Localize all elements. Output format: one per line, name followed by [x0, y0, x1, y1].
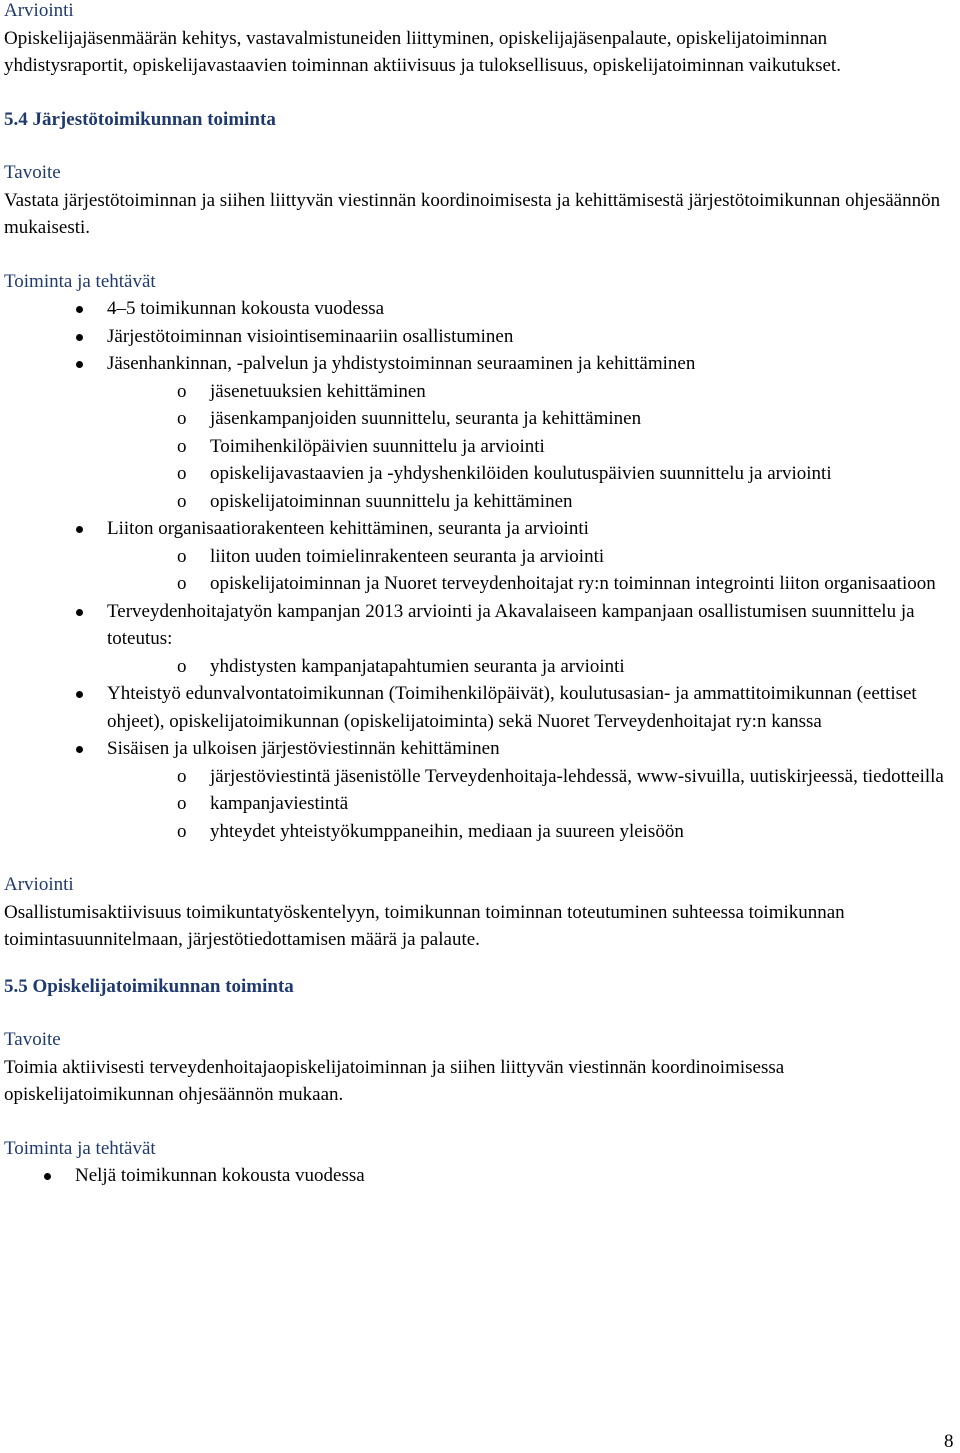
sub-list-item: o liiton uuden toimielinrakenteen seuranta ja arviointi: [4, 543, 944, 571]
list-item: Jäsenhankinnan, -palvelun ja yhdistystoiminnan seuraaminen ja kehittäminen: [4, 350, 944, 378]
sub-list-item: o opiskelijatoiminnan ja Nuoret terveydenhoitajat ry:n toiminnan integrointi liiton organisaatioon: [4, 570, 944, 598]
goal-heading-5-5: Tavoite: [4, 1029, 61, 1050]
list-item: Yhteistyö edunvalvontatoimikunnan (Toimihenkilöpäivät), koulutusasian- ja ammattitoimikunnan (eettiset ohjeet), opiskelijatoimikunnan (opiskelijatoiminta) sekä Nuoret Terveydenhoitajat ry:n kanssa: [4, 680, 944, 735]
sub-list-item: o opiskelijavastaavien ja -yhdyshenkilöiden koulutuspäivien suunnittelu ja arviointi: [4, 460, 944, 488]
page-number: 8: [944, 1431, 954, 1452]
goal-heading-5-4: Tavoite: [4, 162, 61, 183]
goal-text-5-5: Toimia aktiivisesti terveydenhoitajaopiskelijatoiminnan ja siihen liittyvän viestinnän koordinoimisessa opiskelijatoimikunnan ohjesäännön mukaan.: [4, 1056, 785, 1105]
sub-list-item: o Toimihenkilöpäivien suunnittelu ja arviointi: [4, 433, 944, 461]
tasks-list-5-4: [4, 295, 944, 845]
sub-list-item: o jäsenetuuksien kehittäminen: [4, 378, 944, 406]
sub-list-item: o yhteydet yhteistyökumppaneihin, mediaan ja suureen yleisöön: [4, 818, 944, 846]
sub-list-item: o opiskelijatoiminnan suunnittelu ja kehittäminen: [4, 488, 944, 516]
document-page: [4, 0, 944, 1190]
evaluation-heading-5-4: Arviointi: [4, 874, 74, 895]
list-item: Liiton organisaatiorakenteen kehittäminen, seuranta ja arviointi: [4, 515, 944, 543]
list-item: Neljä toimikunnan kokousta vuodessa: [4, 1162, 944, 1190]
list-item: Terveydenhoitajatyön kampanjan 2013 arviointi ja Akavalaiseen kampanjaan osallistumisen suunnittelu ja toteutus:: [4, 598, 944, 653]
arviointi-text: Opiskelijajäsenmäärän kehitys, vastavalmistuneiden liittyminen, opiskelijajäsenpalaute, opiskelijatoiminnan yhdistysraportit, opiskelijavastaavien toiminnan aktiivisuus ja tuloksellisuus, opiskelijatoiminnan vaikutukset.: [4, 27, 841, 76]
tasks-heading-5-4: Toiminta ja tehtävät: [4, 270, 156, 292]
list-item: Järjestötoiminnan visiointiseminaariin osallistuminen: [4, 323, 944, 351]
sub-list-item: o järjestöviestintä jäsenistölle Terveydenhoitaja-lehdessä, www-sivuilla, uutiskirjeessä, tiedotteilla: [4, 763, 944, 791]
tasks-heading-5-5: Toiminta ja tehtävät: [4, 1137, 156, 1159]
list-item: Sisäisen ja ulkoisen järjestöviestinnän kehittäminen: [4, 735, 944, 763]
section-5-5-title: 5.5 Opiskelijatoimikunnan toiminta: [4, 975, 294, 997]
sub-list-item: o kampanjaviestintä: [4, 790, 944, 818]
tasks-list-5-5: [4, 1162, 944, 1190]
sub-list-item: o yhdistysten kampanjatapahtumien seuranta ja arviointi: [4, 653, 944, 681]
arviointi-heading: Arviointi: [4, 0, 74, 21]
goal-text-5-4: Vastata järjestötoiminnan ja siihen liittyvän viestinnän koordinoimisesta ja kehittämisestä järjestötoimikunnan ohjesäännön mukaisesti.: [4, 189, 941, 238]
evaluation-text-5-4: Osallistumisaktiivisuus toimikuntatyöskentelyyn, toimikunnan toiminnan toteutuminen suhteessa toimikunnan toimintasuunnitelmaan, järjestötiedottamisen määrä ja palaute.: [4, 901, 845, 950]
section-5-4-title: 5.4 Järjestötoimikunnan toiminta: [4, 108, 276, 130]
list-item: 4–5 toimikunnan kokousta vuodessa: [4, 295, 944, 323]
sub-list-item: o jäsenkampanjoiden suunnittelu, seuranta ja kehittäminen: [4, 405, 944, 433]
